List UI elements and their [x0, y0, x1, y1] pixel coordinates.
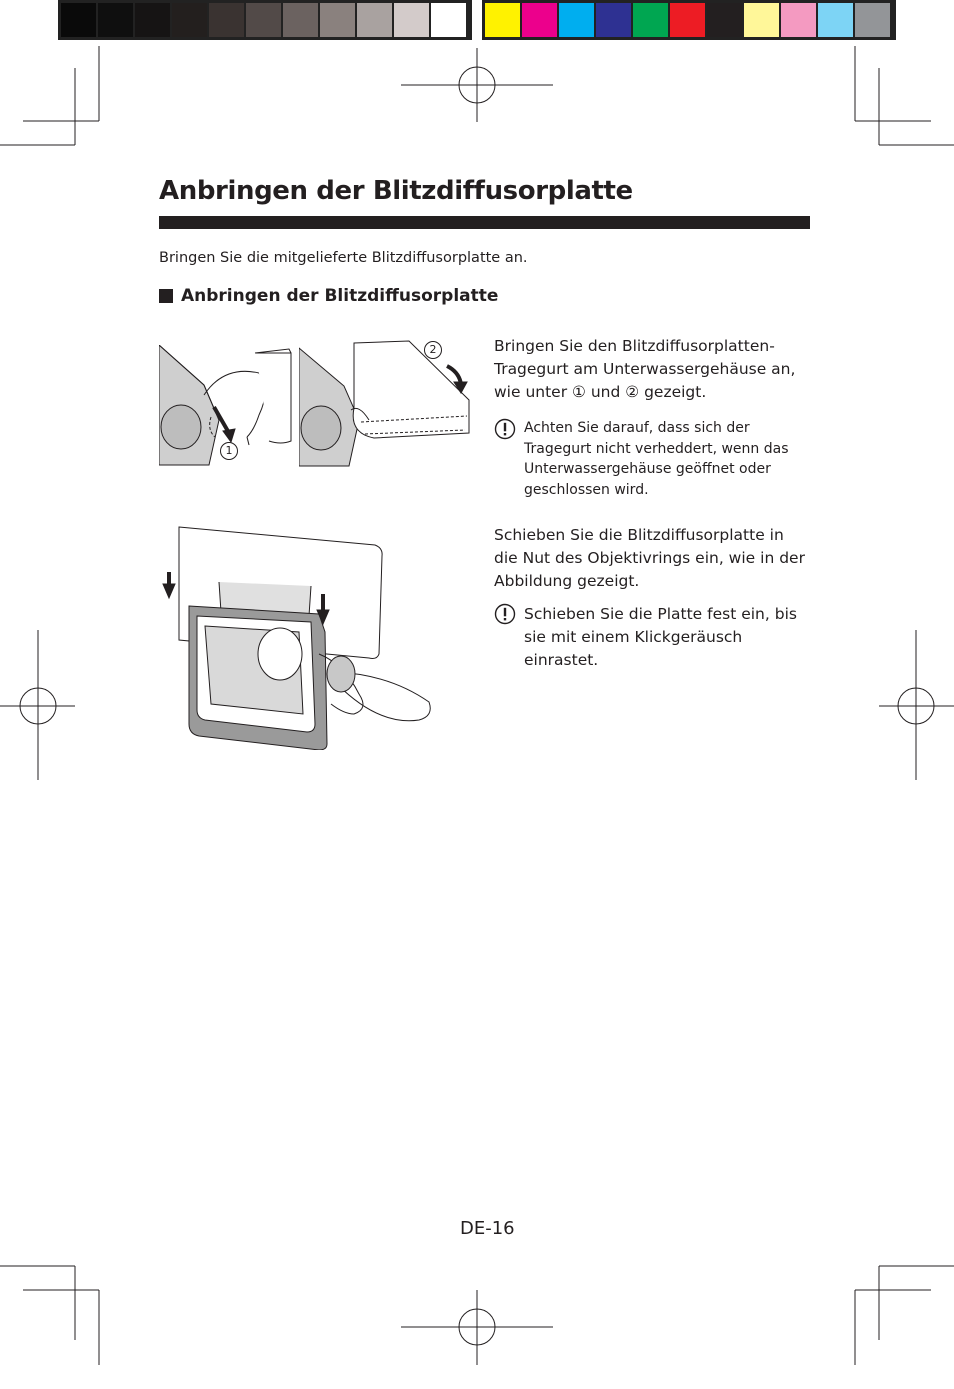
- diffuser-insert-illustration: [159, 524, 434, 750]
- step-2-note-text: Schieben Sie die Platte fest ein, bis sie mit einem Klickgeräusch einrastet.: [524, 605, 797, 669]
- step-number-2: 2: [424, 341, 442, 359]
- step-1-note-text: Achten Sie darauf, dass sich der Tragegurt nicht verheddert, wenn das Unterwassergehäuse geöffnet oder geschlossen wird.: [524, 420, 789, 498]
- intro-text: Bringen Sie die mitgelieferte Blitzdiffusorplatte an.: [159, 250, 528, 266]
- section-heading-label: Anbringen der Blitzdiffusorplatte: [181, 286, 499, 306]
- caution-icon: [494, 603, 516, 625]
- step-2-note: [494, 603, 812, 672]
- section-heading: [159, 286, 498, 306]
- step-number-1: 1: [220, 442, 238, 460]
- caution-icon: [494, 418, 516, 440]
- page-title: Anbringen der Blitzdiffusorplatte: [159, 176, 633, 206]
- step-1-text: Bringen Sie den Blitzdiffusorplatten-Tragegurt am Unterwassergehäuse an, wie unter ① und ② gezeigt.: [494, 337, 796, 401]
- title-rule: [159, 216, 810, 229]
- page-number: DE-16: [460, 1218, 515, 1239]
- section-square-icon: [159, 289, 173, 303]
- step-2-text: Schieben Sie die Blitzdiffusorplatte in die Nut des Objektivrings ein, wie in der Abbildung gezeigt.: [494, 526, 805, 590]
- step-1-note: [494, 418, 812, 500]
- strap-attach-illustration-2: [299, 338, 479, 468]
